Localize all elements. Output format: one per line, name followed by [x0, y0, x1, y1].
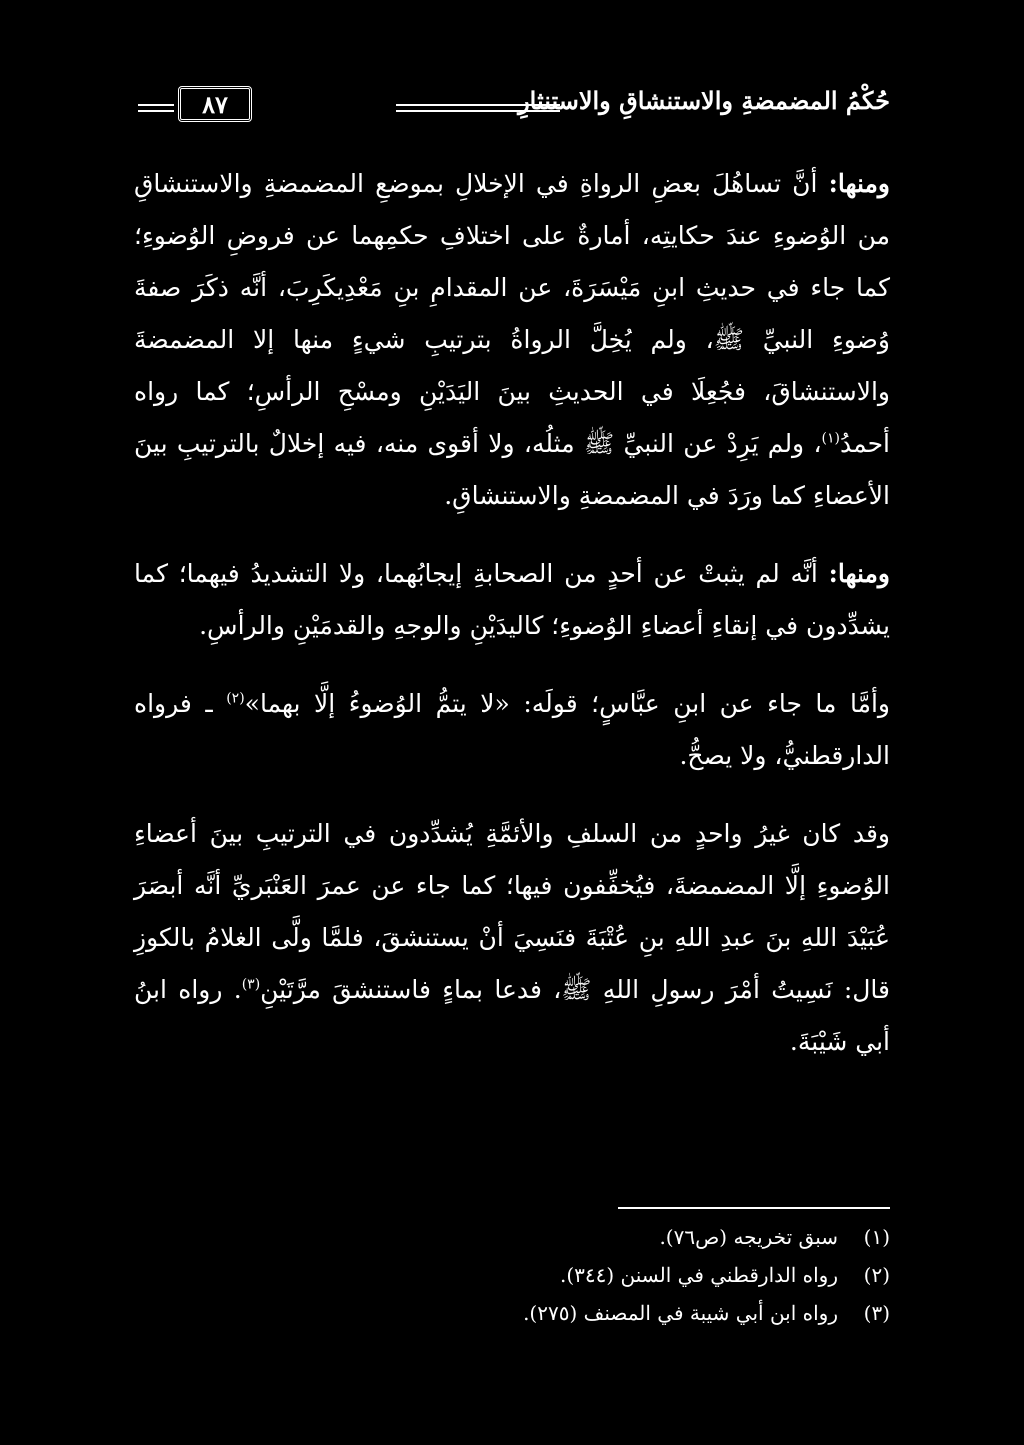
- page-number: ٨٧: [178, 86, 252, 122]
- paragraph-lead: ومنها:: [828, 169, 890, 198]
- footnote-text: سبق تخريجه (ص٧٦).: [659, 1225, 838, 1249]
- chapter-title: حُكْمُ المضمضةِ والاستنشاقِ والاستنثارِ: [518, 86, 890, 115]
- paragraph: [134, 808, 890, 1068]
- footnote-number: (٢): [863, 1263, 890, 1287]
- footnote-number: (١): [863, 1225, 890, 1249]
- footnote-item: [134, 1256, 890, 1294]
- footnote-item: [134, 1218, 890, 1256]
- paragraph-text: وقد كان غيرُ واحدٍ من السلفِ والأئمَّةِ يُشدِّدون في الترتيبِ بينَ أعضاءِ الوُضوءِ إلَّا المضمضةَ، فيُخفِّفون فيها؛ كما جاء عن عمرَ العَنْبَريِّ أنَّه أبصَرَ عُبَيْدَ اللهِ بنَ عبدِ اللهِ بنِ عُتْبَةَ فنَسِيَ أنْ يستنشقَ، فلمَّا ولَّى الغلامُ بالكوزِ قال: نَسِيتُ أمْرَ رسولِ اللهِ ﷺ، فدعا بماءٍ فاستنشقَ مرَّتَيْنِ: [134, 819, 890, 1004]
- paragraph-text: أنَّه لم يثبتْ عن أحدٍ من الصحابةِ إيجابُهما، ولا التشديدُ فيهما؛ كما يشدِّدون في إنقاءِ أعضاءِ الوُضوءِ؛ كاليدَيْنِ والوجهِ والقدمَيْنِ والرأسِ.: [134, 559, 890, 640]
- footnote-text: رواه ابن أبي شيبة في المصنف (٢٧٥).: [523, 1301, 838, 1325]
- header-rule: [396, 104, 560, 112]
- footnote-ref[interactable]: (٢): [226, 690, 245, 707]
- footnote-ref[interactable]: (٣): [241, 976, 261, 993]
- footnote-item: [134, 1294, 890, 1332]
- paragraph: [134, 158, 890, 522]
- header-rule-short: [138, 104, 174, 112]
- paragraph: [134, 678, 890, 782]
- footnote-number: (٣): [863, 1301, 890, 1325]
- footnote-divider: [618, 1207, 890, 1209]
- paragraph-text: وأمَّا ما جاء عن ابنِ عبَّاسٍ؛ قولَه: «لا يتمُّ الوُضوءُ إلَّا بهما»: [244, 689, 890, 718]
- page-header: [138, 84, 890, 128]
- footnote-text: رواه الدارقطني في السنن (٣٤٤).: [559, 1263, 838, 1287]
- paragraph-lead: ومنها:: [828, 559, 890, 588]
- main-text: [134, 158, 890, 1094]
- paragraph-text-continued: ، ولم يَرِدْ عن النبيِّ ﷺ مثلُه، ولا أقوى منه، فيه إخلالٌ بالترتيبِ بينَ الأعضاءِ كما ورَدَ في المضمضةِ والاستنشاقِ.: [134, 429, 890, 510]
- footnote-ref[interactable]: (١): [821, 430, 841, 447]
- paragraph: [134, 548, 890, 652]
- paragraph-text-continued: ـ فرواه الدارقطنيُّ، ولا يصحُّ.: [134, 689, 890, 770]
- paragraph-text: أنَّ تساهُلَ بعضِ الرواةِ في الإخلالِ بموضعِ المضمضةِ والاستنشاقِ من الوُضوءِ عندَ حكايتِه، أمارةٌ على اختلافِ حكمِهما عن فروضِ الوُضوءِ؛ كما جاء في حديثِ ابنِ مَيْسَرَةَ، عن المقدامِ بنِ مَعْدِيكَرِبَ، أنَّه ذكَرَ صفةَ وُضوءِ النبيِّ ﷺ، ولم يُخِلَّ الرواةُ بترتيبِ شيءٍ منها إلا المضمضةَ والاستنشاقَ، فجُعِلَا في الحديثِ بينَ اليَدَيْنِ ومسْحِ الرأسِ؛ كما رواه أحمدُ: [134, 169, 890, 458]
- paragraph-text-continued: . رواه ابنُ أبي شَيْبَةَ.: [134, 975, 890, 1056]
- footnotes: [134, 1218, 890, 1332]
